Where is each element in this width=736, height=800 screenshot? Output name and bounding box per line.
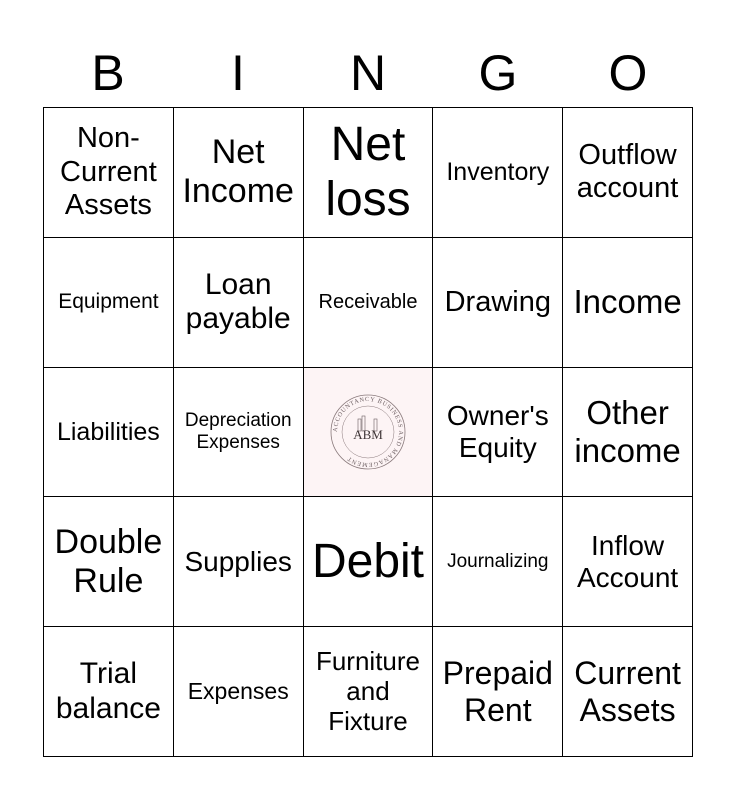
header-letter-g: G (478, 45, 518, 101)
bingo-cell[interactable] (174, 627, 304, 757)
bingo-cell[interactable] (304, 627, 434, 757)
cell-label: Supplies (184, 545, 292, 577)
cell-label: Journalizing (447, 550, 549, 572)
cell-label: Drawing (444, 285, 551, 318)
bingo-header (43, 40, 693, 106)
bingo-cell[interactable] (174, 108, 304, 238)
cell-label: Expenses (187, 678, 289, 705)
bingo-card (43, 107, 693, 757)
bingo-cell[interactable] (433, 627, 563, 757)
bingo-cell[interactable] (563, 627, 693, 757)
bingo-cell[interactable] (44, 238, 174, 368)
cell-label: Net loss (325, 118, 411, 227)
bingo-cell[interactable] (433, 238, 563, 368)
cell-label: Owner's Equity (446, 399, 549, 463)
bingo-cell[interactable] (563, 368, 693, 498)
logo-ring-text: ACCOUNTANCY BUSINESS AND MANAGEMENT (331, 395, 405, 469)
free-space-cell[interactable] (304, 368, 434, 498)
cell-label: Loan payable (185, 267, 291, 336)
abm-seal-icon (328, 392, 408, 472)
cell-label: Outflow account (576, 139, 679, 205)
bingo-cell[interactable] (44, 497, 174, 627)
bingo-cell[interactable] (433, 108, 563, 238)
header-letter-o: O (608, 45, 648, 101)
bingo-cell[interactable] (304, 497, 434, 627)
bingo-cell[interactable] (563, 497, 693, 627)
header-letter-n: N (349, 45, 387, 101)
bingo-cell[interactable] (563, 238, 693, 368)
header-letter-b: B (91, 45, 125, 101)
bingo-cell[interactable] (44, 368, 174, 498)
cell-label: Furniture and Fixture (315, 645, 421, 736)
bingo-cell[interactable] (433, 497, 563, 627)
cell-label: Debit (311, 535, 425, 589)
cell-label: Inflow Account (577, 529, 679, 593)
bingo-cell[interactable] (44, 627, 174, 757)
bingo-cell[interactable] (174, 368, 304, 498)
bingo-cell[interactable] (433, 368, 563, 498)
cell-label: Prepaid Rent (442, 654, 553, 728)
header-letter-i: I (231, 45, 245, 101)
cell-label: Trial balance (55, 657, 161, 725)
cell-label: Depreciation Expenses (184, 410, 292, 453)
cell-label: Income (573, 283, 682, 321)
bingo-cell[interactable] (304, 238, 434, 368)
bingo-cell[interactable] (563, 108, 693, 238)
bingo-cell[interactable] (44, 108, 174, 238)
cell-label: Net Income (182, 133, 294, 211)
cell-label: Other income (574, 394, 681, 469)
logo-text: ABM (353, 426, 383, 442)
bingo-cell[interactable] (304, 108, 434, 238)
cell-label: Non- Current Assets (60, 122, 157, 222)
cell-label: Liabilities (56, 417, 160, 446)
cell-label: Current Assets (574, 654, 681, 728)
bingo-cell[interactable] (174, 497, 304, 627)
cell-label: Inventory (446, 158, 550, 187)
bingo-cell[interactable] (174, 238, 304, 368)
cell-label: Receivable (318, 290, 418, 313)
cell-label: Double Rule (54, 522, 163, 600)
cell-label: Equipment (58, 290, 159, 314)
